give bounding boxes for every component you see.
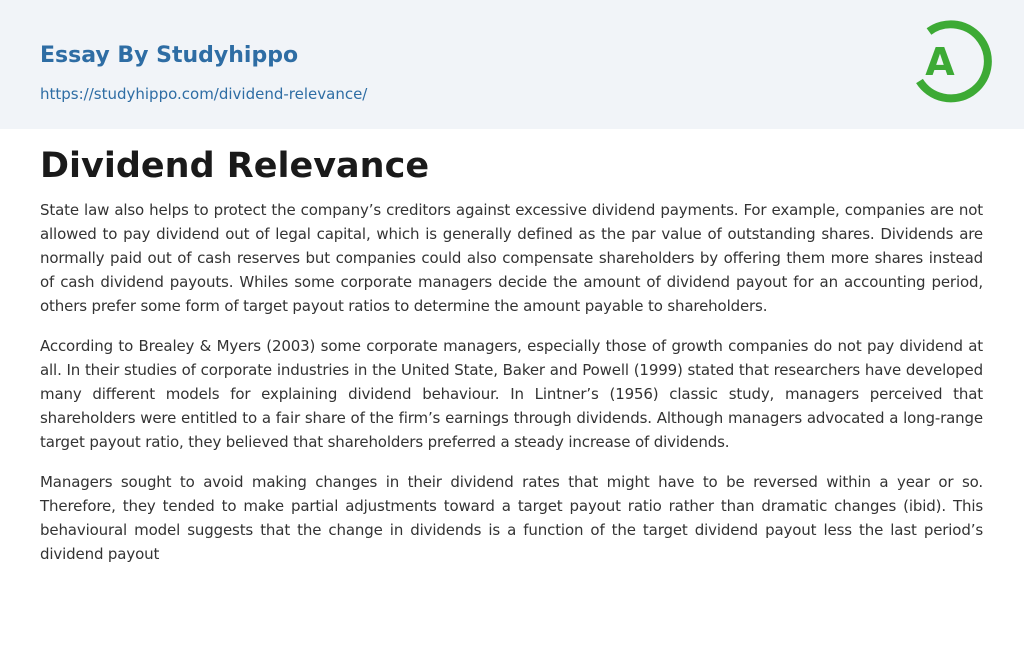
paragraph-1: State law also helps to protect the company’s creditors against excessive dividend payments. For example, companies are not allowed to pay dividend out of legal capital, which is generally defined as the par value of outstanding shares. Dividends are normally paid out of cash reserves but companies could also compensate shareholders by offering them more shares instead of cash dividend payouts. Whiles some corporate managers decide the amount of dividend payout for an accounting period, others prefer some form of target payout ratios to determine the amount payable to shareholders. xyxy=(40,201,983,315)
source-url-link[interactable]: https://studyhippo.com/dividend-relevance/ xyxy=(40,85,368,103)
article-content xyxy=(40,140,983,582)
paragraph-2: According to Brealey & Myers (2003) some corporate managers, especially those of growth companies do not pay dividend at all. In their studies of corporate industries in the United State, Baker and Powell (1999) stated that researchers have developed many different models for explaining dividend behaviour. In Lintner’s (1956) classic study, managers perceived that shareholders were entitled to a fair share of the firm’s earnings through dividends. Although managers advocated a long-range target payout ratio, they believed that shareholders preferred a steady increase of dividends. xyxy=(40,337,983,451)
studyhippo-logo-icon[interactable] xyxy=(906,18,992,104)
logo-letter: A xyxy=(925,40,955,84)
logo-graphic xyxy=(906,18,992,104)
page-header xyxy=(0,0,1024,129)
paragraph-3: Managers sought to avoid making changes in their dividend rates that might have to be reversed within a year or so. Therefore, they tended to make partial adjustments toward a target payout ratio rather than dramatic changes (ibid). This behavioural model suggests that the change in dividends is a function of the target dividend payout less the last period’s dividend payout xyxy=(40,473,983,563)
brand-title: Essay By Studyhippo xyxy=(40,43,299,68)
page-title: Dividend Relevance xyxy=(40,146,430,186)
